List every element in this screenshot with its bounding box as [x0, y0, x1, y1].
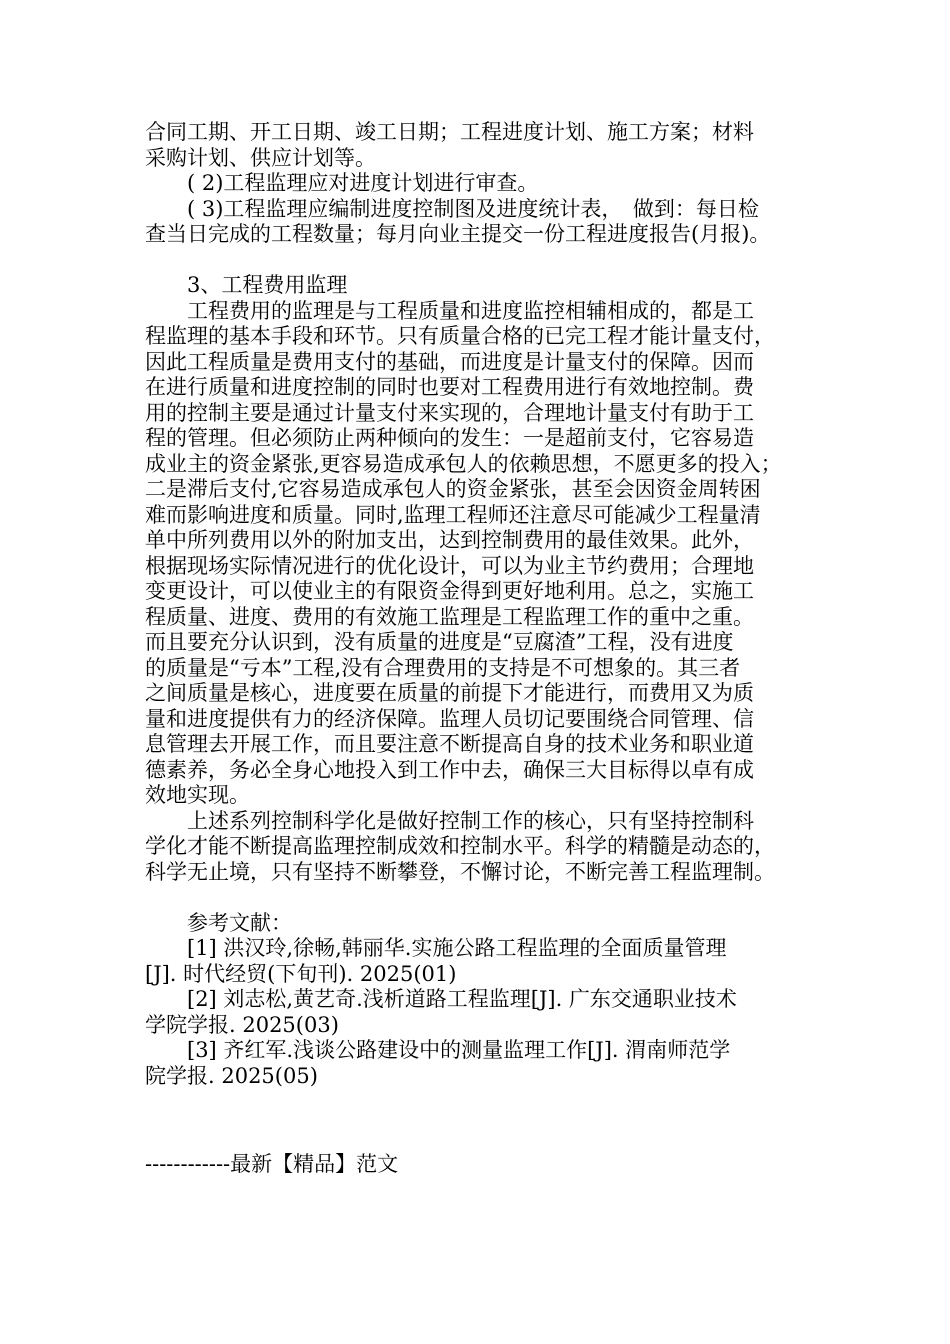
references-list	[145, 936, 810, 1089]
text-line: ( 3)工程监理应编制进度控制图及进度统计表， 做到：每日检	[145, 196, 759, 221]
text-line: ( 2)工程监理应对进度计划进行审查。	[145, 171, 539, 195]
document-page	[145, 120, 810, 1177]
text-line: 科学无止境，只有坚持不断攀登，不懈讨论，不断完善工程监理制。	[145, 859, 775, 884]
reference-line: [J]. 时代经贸(下旬刊). 2025(01)	[145, 961, 457, 986]
text-line: 因此工程质量是费用支付的基础，而进度是计量支付的保障。因而	[145, 349, 754, 374]
text-line: 德素养，务必全身心地投入到工作中去，确保三大目标得以卓有成	[145, 757, 754, 782]
footer-text: ------------最新【精品】范文	[145, 1152, 399, 1176]
text-line: 单中所列费用以外的附加支出，达到控制费用的最佳效果。此外，	[145, 528, 754, 552]
text-line: 在进行质量和进度控制的同时也要对工程费用进行有效地控制。费	[145, 375, 754, 399]
text-line: 难而影响进度和质量。同时,监理工程师还注意尽可能减少工程量清	[145, 502, 761, 527]
reference-line: 院学报. 2025(05)	[145, 1063, 318, 1088]
section-heading: 3、工程费用监理	[145, 273, 348, 297]
text-line: 之间质量是核心，进度要在质量的前提下才能进行，而费用又为质	[145, 681, 754, 705]
text-line: 采购计划、供应计划等。	[145, 145, 376, 170]
text-line: 而且要充分认识到，没有质量的进度是“豆腐渣”工程，没有进度	[145, 630, 734, 654]
text-line: 根据现场实际情况进行的优化设计，可以为业主节约费用；合理地	[145, 553, 754, 578]
text-line: 量和进度提供有力的经济保障。监理人员切记要围绕合同管理、信	[145, 706, 754, 731]
reference-line: 学院学报. 2025(03)	[145, 1012, 339, 1037]
text-line: 效地实现。	[145, 783, 250, 807]
text-line: 合同工期、开工日期、竣工日期；工程进度计划、施工方案；材料	[145, 120, 754, 144]
text-line: 的质量是“亏本”工程,没有合理费用的支持是不可想象的。其三者	[145, 655, 741, 680]
paragraph-conclusion	[145, 809, 810, 886]
text-line: 用的控制主要是通过计量支付来实现的，合理地计量支付有助于工	[145, 400, 754, 425]
text-line: 程监理的基本手段和环节。只有质量合格的已完工程才能计量支付，	[145, 324, 775, 348]
text-line: 上述系列控制科学化是做好控制工作的核心，只有坚持控制科	[145, 808, 754, 833]
spacer	[145, 1089, 810, 1151]
reference-line: [1] 洪汉玲,徐畅,韩丽华.实施公路工程监理的全面质量管理	[145, 936, 727, 960]
text-line: 查当日完成的工程数量；每月向业主提交一份工程进度报告(月报)。	[145, 222, 771, 246]
spacer	[145, 248, 810, 274]
paragraph-progress	[145, 120, 810, 248]
text-line: 工程费用的监理是与工程质量和进度监控相辅相成的，都是工	[145, 298, 754, 323]
references-heading: 参考文献：	[145, 910, 292, 935]
reference-line: [2] 刘志松,黄艺奇.浅析道路工程监理[J]. 广东交通职业技术	[145, 987, 737, 1011]
text-line: 成业主的资金紧张,更容易造成承包人的依赖思想，不愿更多的投入；	[145, 451, 782, 476]
text-line: 学化才能不断提高监理控制成效和控制水平。科学的精髓是动态的，	[145, 834, 775, 858]
text-line: 程质量、进度、费用的有效施工监理是工程监理工作的重中之重。	[145, 604, 754, 629]
reference-line: [3] 齐红军.浅谈公路建设中的测量监理工作[J]. 渭南师范学	[145, 1038, 731, 1062]
text-line: 变更设计，可以使业主的有限资金得到更好地利用。总之，实施工	[145, 579, 754, 603]
spacer	[145, 885, 810, 911]
paragraph-cost	[145, 299, 810, 809]
text-line: 二是滞后支付,它容易造成承包人的资金紧张，甚至会因资金周转困	[145, 477, 761, 501]
text-line: 息管理去开展工作，而且要注意不断提高自身的技术业务和职业道	[145, 732, 754, 756]
text-line: 程的管理。但必须防止两种倾向的发生：一是超前支付，它容易造	[145, 426, 754, 450]
